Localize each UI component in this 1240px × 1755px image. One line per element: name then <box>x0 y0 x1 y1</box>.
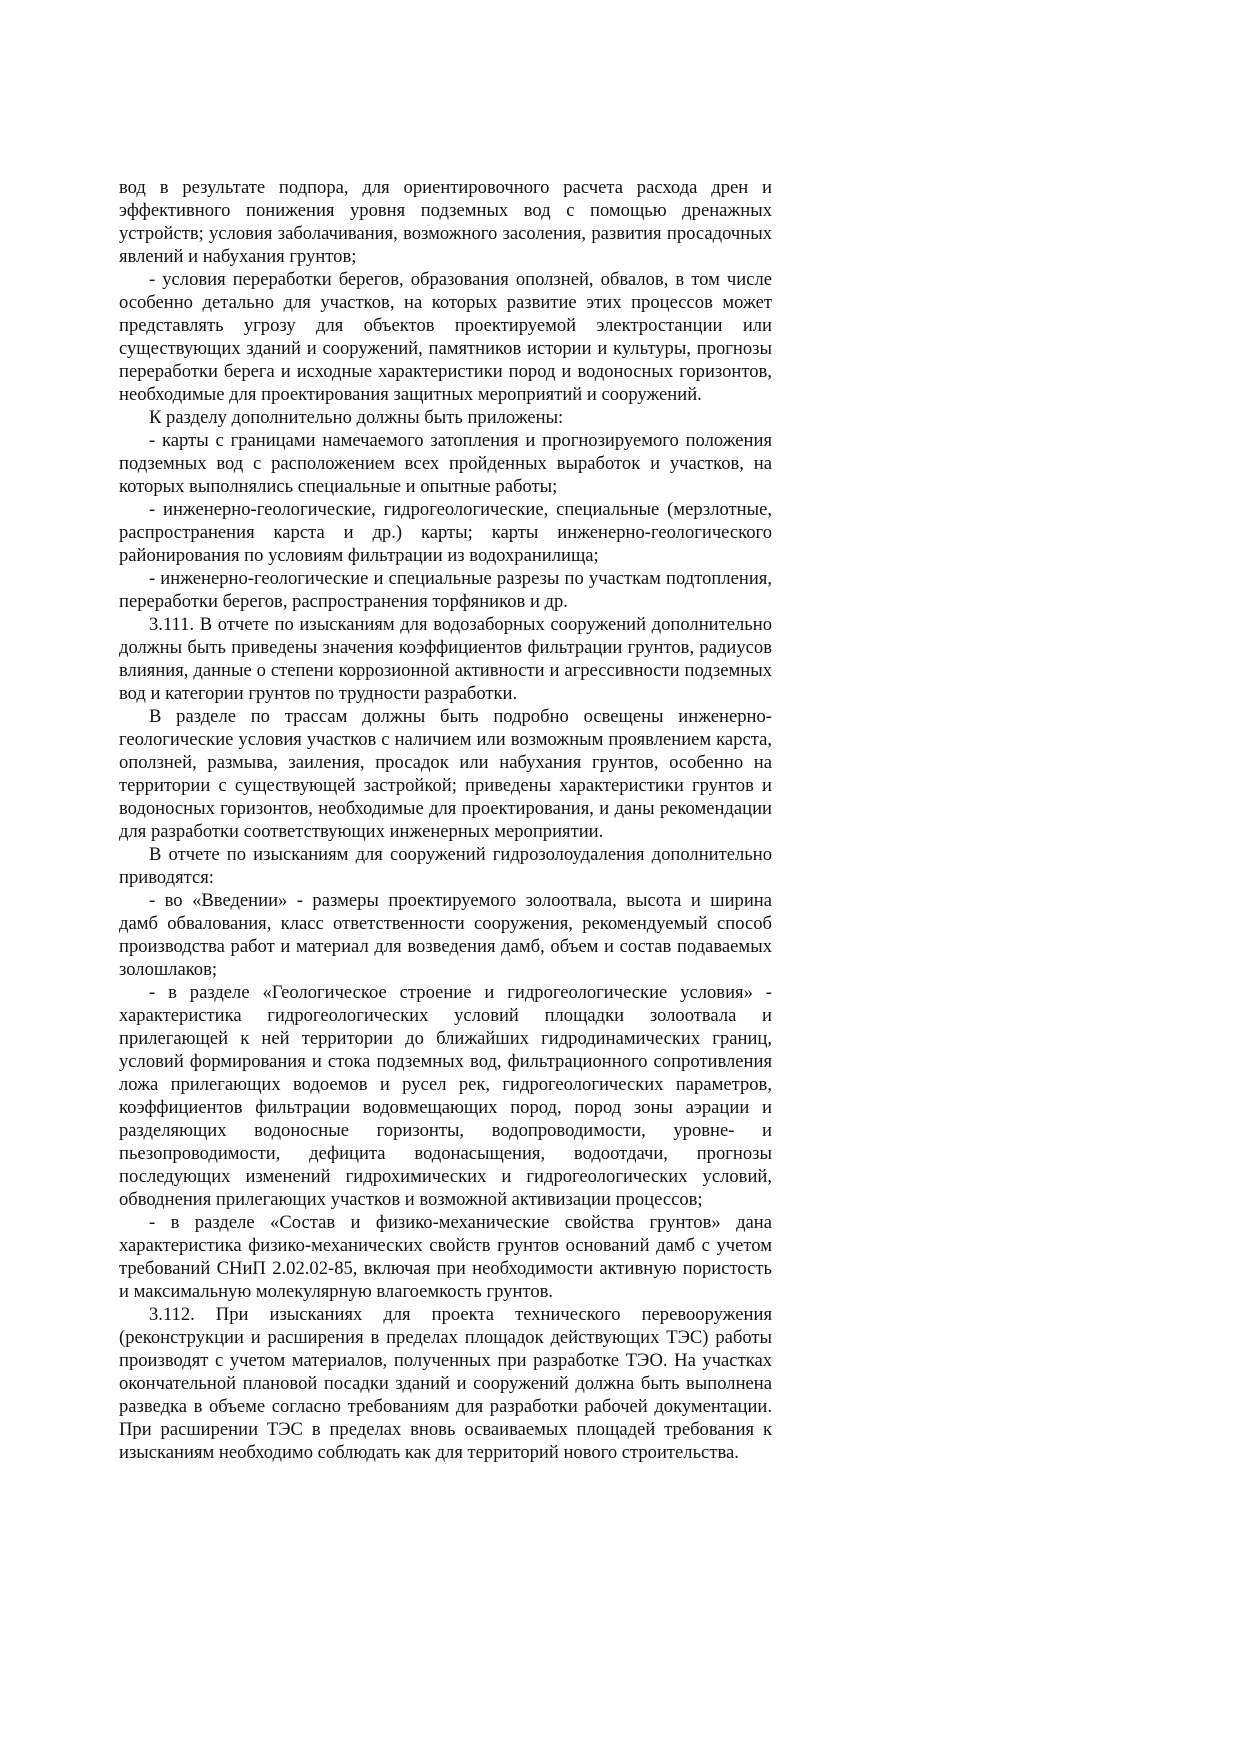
paragraph-routes: В разделе по трассам должны быть подробно освещены инженерно-геологические условия участков с наличием или возможным проявлением карста, оползней, размыва, заиления, просадок или набухания грунтов, особенно на территории с существующей застройкой; приведены характеристики грунтов и водоносных горизонтов, необходимые для проектирования, и даны рекомендации для разработки соответствующих инженерных мероприятии. <box>119 706 772 842</box>
paragraph-geological-sections: - инженерно-геологические и специальные разрезы по участкам подтопления, переработки берегов, распространения торфяников и др. <box>119 568 772 612</box>
paragraph-ash-removal-intro: В отчете по изысканиям для сооружений гидрозолоудаления дополнительно приводятся: <box>119 844 772 888</box>
document-page <box>119 176 772 1464</box>
paragraph-flood-maps: - карты с границами намечаемого затопления и прогнозируемого положения подземных вод с расположением всех пройденных выработок и участков, на которых выполнялись специальные и опытные работы; <box>119 430 772 497</box>
paragraph-attachments-intro: К разделу дополнительно должны быть приложены: <box>149 407 564 428</box>
paragraph-bank-processing: - условия переработки берегов, образования оползней, обвалов, в том числе особенно детально для участков, на которых развитие этих процессов может представлять угрозу для объектов проектируемой электростанции или существующих зданий и сооружений, памятников истории и культуры, прогнозы переработки берега и исходные характеристики пород и водоносных горизонтов, необходимые для проектирования защитных мероприятий и сооружений. <box>119 269 772 405</box>
paragraph-geological-maps: - инженерно-геологические, гидрогеологические, специальные (мерзлотные, распространения карста и др.) карты; карты инженерно-геологического районирования по условиям фильтрации из водохранилища; <box>119 499 772 566</box>
paragraph-introduction-item: - во «Введении» - размеры проектируемого золоотвала, высота и ширина дамб обвалования, класс ответственности сооружения, рекомендуемый способ производства работ и материал для возведения дамб, объем и состав подаваемых золошлаков; <box>119 890 772 980</box>
paragraph-geology-item: - в разделе «Геологическое строение и гидрогеологические условия» - характеристика гидрогеологических условий площадки золоотвала и прилегающей к ней территории до ближайших гидродинамических границ, условий формирования и стока подземных вод, фильтрационного сопротивления ложа прилегающих водоемов и русел рек, гидрогеологических параметров, коэффициентов фильтрации водовмещающих пород, пород зоны аэрации и разделяющих водоносные горизонты, водопроводимости, уровне- и пьезопроводимости, дефицита водонасыщения, водоотдачи, прогнозы последующих изменений гидрохимических и гидрогеологических условий, обводнения прилегающих участков и возможной активизации процессов; <box>119 982 772 1210</box>
paragraph-continuation: вод в результате подпора, для ориентировочного расчета расхода дрен и эффективного понижения уровня подземных вод с помощью дренажных устройств; условия заболачивания, возможного засоления, развития просадочных явлений и набухания грунтов; <box>119 177 772 267</box>
paragraph-section-3-112: 3.112. При изысканиях для проекта технического перевооружения (реконструкции и расширения в пределах площадок действующих ТЭС) работы производят с учетом материалов, полученных при разработке ТЭО. На участках окончательной плановой посадки зданий и сооружений должна быть выполнена разведка в объеме согласно требованиям для разработки рабочей документации. При расширении ТЭС в пределах вновь осваиваемых площадей требования к изысканиям необходимо соблюдать как для территорий нового строительства. <box>119 1304 772 1463</box>
paragraph-soil-properties-item: - в разделе «Состав и физико-механические свойства грунтов» дана характеристика физико-механических свойств грунтов оснований дамб с учетом требований СНиП 2.02.02-85, включая при необходимости активную пористость и максимальную молекулярную влагоемкость грунтов. <box>119 1212 772 1302</box>
paragraph-section-3-111: 3.111. В отчете по изысканиям для водозаборных сооружений дополнительно должны быть приведены значения коэффициентов фильтрации грунтов, радиусов влияния, данные о степени коррозионной активности и агрессивности подземных вод и категории грунтов по трудности разработки. <box>119 614 772 704</box>
